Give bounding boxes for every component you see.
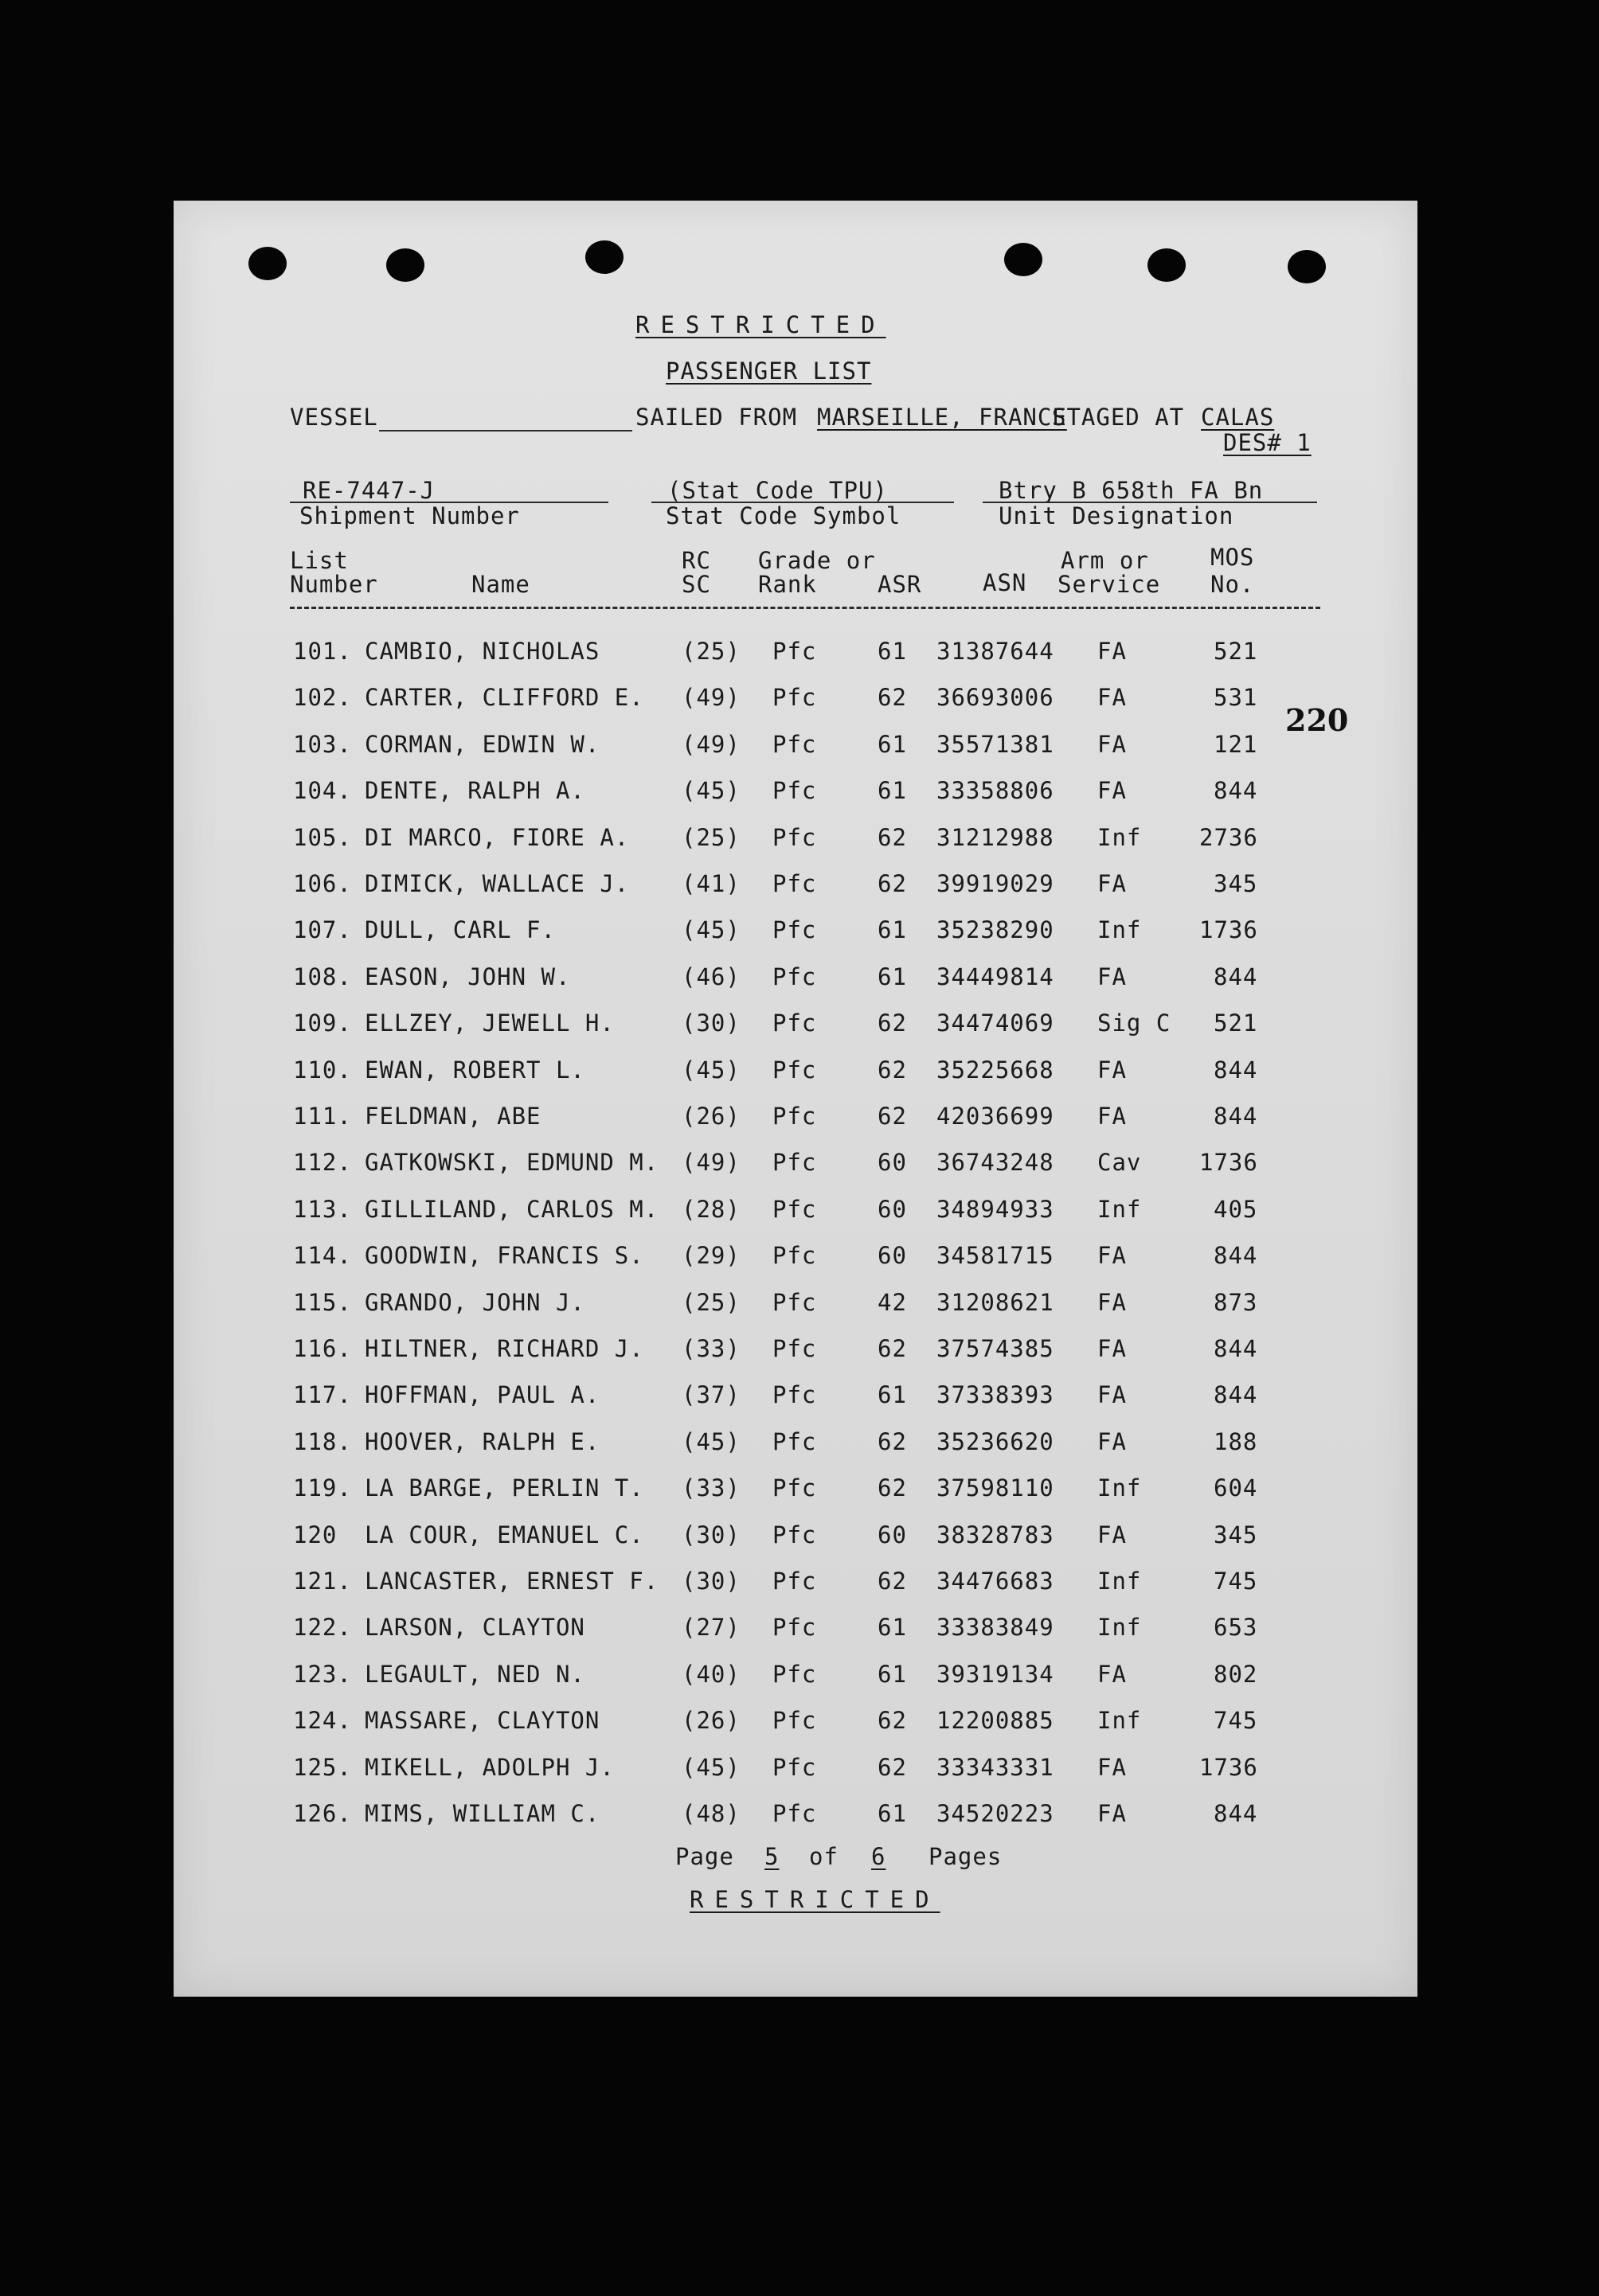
row-mos: 745 — [1214, 1568, 1258, 1595]
punch-hole — [1147, 248, 1186, 282]
row-list-number: 118. — [293, 1428, 352, 1455]
col-asr-header: ASR — [878, 571, 922, 598]
col-list-header: List — [290, 547, 349, 574]
row-arm-service: FA — [1097, 777, 1127, 804]
row-arm-service: FA — [1097, 1381, 1127, 1408]
row-arm-service: FA — [1097, 1521, 1127, 1548]
row-rc-sc: (41) — [682, 870, 741, 897]
document-sheet — [174, 201, 1417, 1997]
row-arm-service: FA — [1097, 1428, 1127, 1455]
row-arm-service: FA — [1097, 1661, 1127, 1688]
row-arm-service: Inf — [1097, 916, 1142, 943]
row-rank: Pfc — [772, 1754, 817, 1781]
row-rank: Pfc — [772, 916, 817, 943]
row-asr: 62 — [878, 870, 907, 897]
row-name: LA COUR, EMANUEL C. — [365, 1521, 644, 1548]
row-asr: 61 — [878, 1614, 907, 1641]
row-list-number: 121. — [293, 1568, 352, 1595]
restricted-heading: RESTRICTED — [635, 311, 886, 338]
row-asn: 34474069 — [936, 1009, 1054, 1037]
unit-designation: Btry B 658th FA Bn — [999, 477, 1264, 504]
row-list-number: 101. — [293, 638, 352, 665]
row-name: HOOVER, RALPH E. — [365, 1428, 600, 1455]
col-arm-header: Arm or — [1061, 547, 1149, 574]
stat-code-label: Stat Code Symbol — [666, 502, 901, 529]
row-name: LANCASTER, ERNEST F. — [365, 1568, 659, 1595]
row-name: FELDMAN, ABE — [365, 1103, 541, 1130]
row-arm-service: FA — [1097, 1242, 1127, 1269]
row-rc-sc: (45) — [682, 1754, 741, 1781]
col-list-header-2: Number — [290, 571, 378, 598]
row-rc-sc: (30) — [682, 1521, 741, 1548]
port-name: MARSEILLE, FRANCE — [817, 404, 1067, 431]
row-name: LEGAULT, NED N. — [365, 1661, 585, 1688]
row-rc-sc: (25) — [682, 638, 741, 665]
row-mos: 745 — [1214, 1707, 1258, 1734]
row-asn: 38328783 — [936, 1521, 1054, 1548]
row-mos: 604 — [1214, 1474, 1258, 1501]
row-rank: Pfc — [772, 1474, 817, 1501]
stat-code: (Stat Code TPU) — [667, 477, 888, 504]
row-list-number: 104. — [293, 777, 352, 804]
row-mos: 873 — [1214, 1289, 1258, 1316]
row-name: DIMICK, WALLACE J. — [365, 870, 630, 897]
row-list-number: 124. — [293, 1707, 352, 1734]
row-rc-sc: (49) — [682, 731, 741, 758]
passenger-list-title: PASSENGER LIST — [666, 357, 872, 385]
row-arm-service: Inf — [1097, 1707, 1142, 1734]
punch-hole — [248, 247, 287, 280]
punch-hole — [1288, 250, 1326, 283]
row-rank: Pfc — [772, 1149, 817, 1176]
row-name: CORMAN, EDWIN W. — [365, 731, 600, 758]
row-list-number: 106. — [293, 870, 352, 897]
row-asr: 62 — [878, 1568, 907, 1595]
row-mos: 521 — [1214, 638, 1258, 665]
row-name: EWAN, ROBERT L. — [365, 1056, 585, 1084]
row-mos: 844 — [1214, 777, 1258, 804]
row-list-number: 120 — [293, 1521, 338, 1548]
row-mos: 1736 — [1199, 916, 1258, 943]
row-asn: 39919029 — [936, 870, 1054, 897]
row-mos: 531 — [1214, 684, 1258, 711]
row-rank: Pfc — [772, 1521, 817, 1548]
row-list-number: 123. — [293, 1661, 352, 1688]
row-rank: Pfc — [772, 1103, 817, 1130]
row-arm-service: FA — [1097, 963, 1127, 990]
row-rank: Pfc — [772, 1335, 817, 1362]
punch-hole — [1004, 243, 1042, 276]
row-arm-service: FA — [1097, 731, 1127, 758]
row-rc-sc: (33) — [682, 1335, 741, 1362]
row-asr: 42 — [878, 1289, 907, 1316]
row-list-number: 113. — [293, 1196, 352, 1223]
row-mos: 844 — [1214, 1056, 1258, 1084]
row-asn: 34476683 — [936, 1568, 1054, 1595]
row-name: CARTER, CLIFFORD E. — [365, 684, 644, 711]
row-mos: 653 — [1214, 1614, 1258, 1641]
row-asr: 62 — [878, 1707, 907, 1734]
row-list-number: 126. — [293, 1800, 352, 1827]
row-rank: Pfc — [772, 1614, 817, 1641]
row-asr: 61 — [878, 963, 907, 990]
row-asn: 36693006 — [936, 684, 1054, 711]
row-rank: Pfc — [772, 1381, 817, 1408]
row-asn: 34449814 — [936, 963, 1054, 990]
row-mos: 844 — [1214, 1103, 1258, 1130]
row-arm-service: FA — [1097, 1335, 1127, 1362]
row-rank: Pfc — [772, 777, 817, 804]
row-mos: 802 — [1214, 1661, 1258, 1688]
row-asr: 60 — [878, 1242, 907, 1269]
row-mos: 844 — [1214, 1242, 1258, 1269]
row-mos: 345 — [1214, 870, 1258, 897]
row-arm-service: FA — [1097, 1103, 1127, 1130]
row-asn: 33358806 — [936, 777, 1054, 804]
pages-word: Pages — [929, 1843, 1003, 1870]
row-asn: 37574385 — [936, 1335, 1054, 1362]
row-mos: 405 — [1214, 1196, 1258, 1223]
row-name: MIKELL, ADOLPH J. — [365, 1754, 615, 1781]
row-asn: 35225668 — [936, 1056, 1054, 1084]
row-rc-sc: (45) — [682, 1428, 741, 1455]
row-rank: Pfc — [772, 1009, 817, 1037]
header-divider — [290, 607, 1320, 609]
row-rc-sc: (30) — [682, 1009, 741, 1037]
row-rank: Pfc — [772, 1056, 817, 1084]
row-rank: Pfc — [772, 1800, 817, 1827]
row-name: GATKOWSKI, EDMUND M. — [365, 1149, 659, 1176]
row-asr: 61 — [878, 1800, 907, 1827]
col-name-header: Name — [471, 571, 530, 598]
row-name: GRANDO, JOHN J. — [365, 1289, 585, 1316]
col-arm-header-2: Service — [1058, 571, 1161, 598]
row-rc-sc: (26) — [682, 1103, 741, 1130]
row-list-number: 111. — [293, 1103, 352, 1130]
row-rc-sc: (25) — [682, 1289, 741, 1316]
row-asr: 62 — [878, 1056, 907, 1084]
row-rc-sc: (46) — [682, 963, 741, 990]
vessel-blank-line — [379, 430, 632, 431]
row-list-number: 110. — [293, 1056, 352, 1084]
row-asr: 61 — [878, 638, 907, 665]
total-pages: 6 — [871, 1843, 886, 1870]
row-asr: 62 — [878, 1428, 907, 1455]
shipment-number: RE-7447-J — [303, 477, 436, 504]
row-asr: 62 — [878, 824, 907, 851]
row-rank: Pfc — [772, 870, 817, 897]
desk-number: DES# 1 — [1223, 429, 1312, 456]
row-rank: Pfc — [772, 1242, 817, 1269]
col-rc-header-2: SC — [682, 571, 711, 598]
row-arm-service: Sig C — [1097, 1009, 1171, 1037]
col-rc-header: RC — [682, 547, 711, 574]
row-name: EASON, JOHN W. — [365, 963, 571, 990]
row-asn: 33343331 — [936, 1754, 1054, 1781]
row-name: GILLILAND, CARLOS M. — [365, 1196, 659, 1223]
row-rank: Pfc — [772, 824, 817, 851]
row-asr: 62 — [878, 1474, 907, 1501]
row-arm-service: Inf — [1097, 1568, 1142, 1595]
row-asn: 31208621 — [936, 1289, 1054, 1316]
col-asn-header: ASN — [983, 569, 1027, 596]
row-list-number: 116. — [293, 1335, 352, 1362]
row-mos: 188 — [1214, 1428, 1258, 1455]
row-list-number: 108. — [293, 963, 352, 990]
punch-hole — [386, 248, 424, 282]
staged-place: CALAS — [1201, 404, 1275, 431]
row-mos: 1736 — [1199, 1754, 1258, 1781]
row-rank: Pfc — [772, 1568, 817, 1595]
unit-designation-label: Unit Designation — [999, 502, 1234, 529]
row-rc-sc: (30) — [682, 1568, 741, 1595]
row-asn: 35236620 — [936, 1428, 1054, 1455]
row-asn: 37338393 — [936, 1381, 1054, 1408]
sailed-from-text: SAILED FROM — [635, 404, 798, 431]
row-asr: 62 — [878, 1754, 907, 1781]
row-asr: 60 — [878, 1196, 907, 1223]
row-list-number: 125. — [293, 1754, 352, 1781]
row-asn: 42036699 — [936, 1103, 1054, 1130]
row-asr: 62 — [878, 684, 907, 711]
row-name: LA BARGE, PERLIN T. — [365, 1474, 644, 1501]
row-name: DULL, CARL F. — [365, 916, 556, 943]
row-asr: 62 — [878, 1009, 907, 1037]
row-name: HILTNER, RICHARD J. — [365, 1335, 644, 1362]
row-mos: 521 — [1214, 1009, 1258, 1037]
page-number: 5 — [764, 1843, 780, 1870]
row-arm-service: FA — [1097, 1800, 1127, 1827]
page-word: Page — [675, 1843, 734, 1870]
row-list-number: 114. — [293, 1242, 352, 1269]
row-list-number: 112. — [293, 1149, 352, 1176]
row-list-number: 119. — [293, 1474, 352, 1501]
row-asr: 61 — [878, 1661, 907, 1688]
row-arm-service: FA — [1097, 1056, 1127, 1084]
page-stamp-number: 220 — [1285, 702, 1349, 738]
restricted-footer: RESTRICTED — [690, 1886, 940, 1913]
row-asn: 31212988 — [936, 824, 1054, 851]
row-asn: 31387644 — [936, 638, 1054, 665]
row-rc-sc: (49) — [682, 684, 741, 711]
row-rank: Pfc — [772, 1428, 817, 1455]
row-arm-service: FA — [1097, 1754, 1127, 1781]
row-rank: Pfc — [772, 638, 817, 665]
row-mos: 1736 — [1199, 1149, 1258, 1176]
row-rank: Pfc — [772, 684, 817, 711]
row-name: DENTE, RALPH A. — [365, 777, 585, 804]
row-asr: 62 — [878, 1103, 907, 1130]
row-mos: 844 — [1214, 1800, 1258, 1827]
row-list-number: 117. — [293, 1381, 352, 1408]
row-list-number: 102. — [293, 684, 352, 711]
row-asr: 61 — [878, 916, 907, 943]
row-arm-service: Inf — [1097, 824, 1142, 851]
row-mos: 844 — [1214, 1335, 1258, 1362]
row-rank: Pfc — [772, 1289, 817, 1316]
row-asn: 34581715 — [936, 1242, 1054, 1269]
col-grade-header-2: Rank — [758, 571, 817, 598]
row-rc-sc: (28) — [682, 1196, 741, 1223]
row-arm-service: Inf — [1097, 1196, 1142, 1223]
row-name: DI MARCO, FIORE A. — [365, 824, 630, 851]
row-rc-sc: (40) — [682, 1661, 741, 1688]
row-asn: 35571381 — [936, 731, 1054, 758]
row-rc-sc: (33) — [682, 1474, 741, 1501]
vessel-label: VESSEL — [290, 404, 378, 431]
row-rc-sc: (27) — [682, 1614, 741, 1641]
row-name: CAMBIO, NICHOLAS — [365, 638, 600, 665]
row-arm-service: FA — [1097, 1289, 1127, 1316]
row-list-number: 103. — [293, 731, 352, 758]
row-mos: 2736 — [1199, 824, 1258, 851]
row-mos: 844 — [1214, 1381, 1258, 1408]
row-asn: 37598110 — [936, 1474, 1054, 1501]
col-grade-header: Grade or — [758, 547, 876, 574]
row-rank: Pfc — [772, 963, 817, 990]
row-name: MASSARE, CLAYTON — [365, 1707, 600, 1734]
row-list-number: 122. — [293, 1614, 352, 1641]
row-rc-sc: (49) — [682, 1149, 741, 1176]
row-list-number: 107. — [293, 916, 352, 943]
row-asr: 61 — [878, 731, 907, 758]
col-mos-header: MOS — [1210, 544, 1255, 571]
row-mos: 844 — [1214, 963, 1258, 990]
row-rc-sc: (48) — [682, 1800, 741, 1827]
row-arm-service: Cav — [1097, 1149, 1142, 1176]
staged-at-text: STAGED AT — [1052, 404, 1185, 431]
row-rank: Pfc — [772, 1661, 817, 1688]
row-asr: 60 — [878, 1521, 907, 1548]
row-rc-sc: (26) — [682, 1707, 741, 1734]
row-rc-sc: (45) — [682, 777, 741, 804]
row-arm-service: FA — [1097, 638, 1127, 665]
row-arm-service: Inf — [1097, 1614, 1142, 1641]
row-arm-service: Inf — [1097, 1474, 1142, 1501]
row-arm-service: FA — [1097, 870, 1127, 897]
row-asn: 12200885 — [936, 1707, 1054, 1734]
col-mos-header-2: No. — [1210, 571, 1255, 598]
row-asn: 33383849 — [936, 1614, 1054, 1641]
row-name: MIMS, WILLIAM C. — [365, 1800, 600, 1827]
row-list-number: 105. — [293, 824, 352, 851]
row-asr: 62 — [878, 1335, 907, 1362]
row-mos: 345 — [1214, 1521, 1258, 1548]
row-list-number: 115. — [293, 1289, 352, 1316]
row-rc-sc: (45) — [682, 916, 741, 943]
row-rank: Pfc — [772, 1196, 817, 1223]
row-rc-sc: (45) — [682, 1056, 741, 1084]
row-rc-sc: (37) — [682, 1381, 741, 1408]
row-rank: Pfc — [772, 1707, 817, 1734]
row-name: HOFFMAN, PAUL A. — [365, 1381, 600, 1408]
row-mos: 121 — [1214, 731, 1258, 758]
row-name: GOODWIN, FRANCIS S. — [365, 1242, 644, 1269]
row-asn: 34894933 — [936, 1196, 1054, 1223]
row-name: ELLZEY, JEWELL H. — [365, 1009, 615, 1037]
row-rank: Pfc — [772, 731, 817, 758]
punch-hole — [585, 240, 624, 274]
shipment-number-label: Shipment Number — [299, 502, 520, 529]
row-rc-sc: (29) — [682, 1242, 741, 1269]
row-asr: 61 — [878, 777, 907, 804]
row-name: LARSON, CLAYTON — [365, 1614, 585, 1641]
row-asn: 39319134 — [936, 1661, 1054, 1688]
row-asn: 34520223 — [936, 1800, 1054, 1827]
row-asr: 61 — [878, 1381, 907, 1408]
of-word: of — [809, 1843, 839, 1870]
row-rc-sc: (25) — [682, 824, 741, 851]
row-asn: 35238290 — [936, 916, 1054, 943]
row-arm-service: FA — [1097, 684, 1127, 711]
row-asn: 36743248 — [936, 1149, 1054, 1176]
row-list-number: 109. — [293, 1009, 352, 1037]
row-asr: 60 — [878, 1149, 907, 1176]
